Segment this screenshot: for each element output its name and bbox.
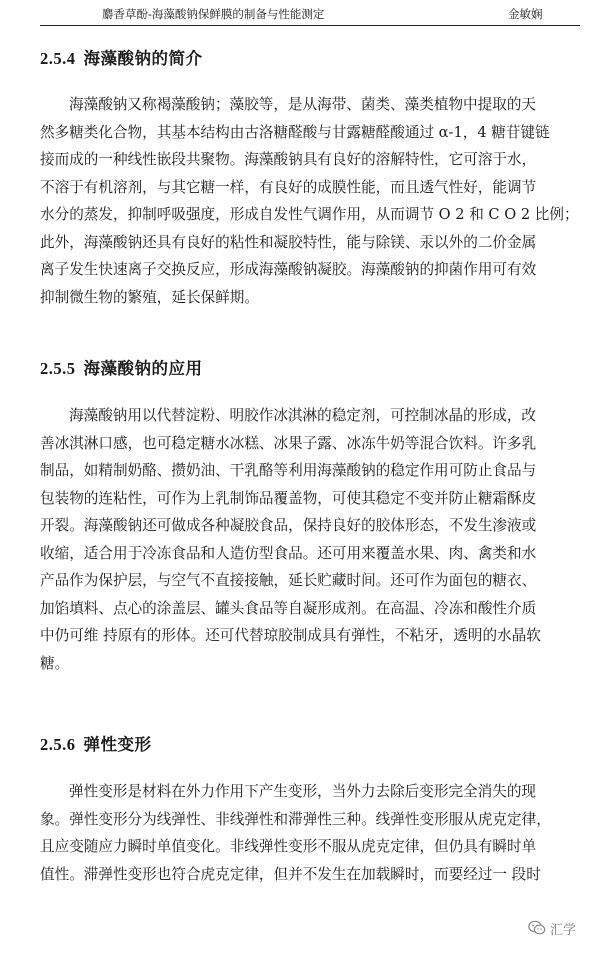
paragraph-line: 开裂。海藻酸钠还可做成各种凝胶食品，保持良好的胶体形态，不发生渗液或 [40,517,537,534]
paragraph-line: 中仍可维 持原有的形体。还可代替琼胶制成具有弹性，不粘牙，透明的水晶软 [40,627,541,644]
section-number: 2.5.6 [40,735,76,754]
paragraph-line: 不溶于有机溶剂，与其它糖一样，有良好的成膜性能，而且透气性好，能调节 [40,178,537,196]
page-header [40,3,580,26]
section-paragraph [40,778,568,888]
wechat-icon [528,920,546,936]
section-heading [40,45,203,69]
paragraph-line: 抑制微生物的繁殖，延长保鲜期。 [40,288,259,306]
watermark-label: 汇学 [550,922,577,938]
paragraph-line: 包装物的连粘性，可作为上乳制饰品覆盖物，可使其稳定不变并防止糖霜酥皮 [40,489,537,507]
section-heading [40,355,203,379]
section-paragraph [40,91,579,311]
section-paragraph [40,402,568,677]
paragraph-line: 象。弹性变形分为线弹性、非线弹性和滞弹性三种。线弹性变形服从虎克定律， [40,810,551,828]
paragraph-line: 加馅填料、点心的涂盖层、罐头食品等自凝形成剂。在高温、冷冻和酸性介质 [40,599,537,617]
paragraph-line: 且应变随应力瞬时单值变化。非线弹性变形不服从虎克定律，但仍具有瞬时单 [40,838,537,855]
paragraph-line: 制品，如精制奶酪、攒奶油、干乳酪等利用海藻酸钠的稳定作用可防止食品与 [40,462,537,479]
paragraph-line: 然多糖类化合物，其基本结构由古洛糖醛酸与甘露糖醛酸通过 α-1，4 糖苷键链 [40,123,550,141]
section-heading [40,731,152,755]
paragraph-line: 产品作为保护层，与空气不直接接触，延长贮藏时间。还可作为面包的糖衣、 [40,572,537,589]
paragraph-line: 糖。 [40,654,70,672]
paragraph-line: 海藻酸钠又称褐藻酸钠；藻胶等，是从海带、菌类、藻类植物中提取的天 [69,96,537,113]
paragraph-line: 此外，海藻酸钠还具有良好的粘性和凝胶特性，能与除镁、汞以外的二价金属 [40,233,537,251]
section-number: 2.5.4 [40,49,76,68]
paragraph-line: 收缩，适合用于冷冻食品和人造仿型食品。还可用来覆盖水果、肉、禽类和水 [40,544,537,562]
section-title: 海藻酸钠的应用 [83,359,203,378]
paragraph-line: 弹性变形是材料在外力作用下产生变形，当外力去除后变形完全消失的现 [69,783,537,800]
paragraph-line: 海藻酸钠用以代替淀粉、明胶作冰淇淋的稳定剂，可控制冰晶的形成，改 [69,407,537,424]
paragraph-line: 接而成的一种线性嵌段共聚物。海藻酸钠具有良好的溶解特性，它可溶于水， [40,151,537,168]
paragraph-line: 善冰淇淋口感，也可稳定糖水冰糕、冰果子露、冰冻牛奶等混合饮料。许多乳 [40,434,537,452]
paragraph-line: 值性。滞弹性变形也符合虎克定律，但并不发生在加载瞬时，而要经过一 段时 [40,865,541,883]
watermark [528,917,588,939]
header-author: 金敏娴 [508,7,543,21]
section-title: 海藻酸钠的简介 [83,49,203,68]
section-title: 弹性变形 [83,735,152,754]
paragraph-line: 水分的蒸发，抑制呼吸强度，形成自发性气调作用，从而调节 O 2 和 C O 2 比例； [40,206,579,223]
paragraph-line: 离子发生快速离子交换反应，形成海藻酸钠凝胶。海藻酸钠的抑菌作用可有效 [40,261,537,278]
section-number: 2.5.5 [40,359,76,378]
header-title: 麝香草酚-海藻酸钠保鲜膜的制备与性能测定 [102,7,325,21]
